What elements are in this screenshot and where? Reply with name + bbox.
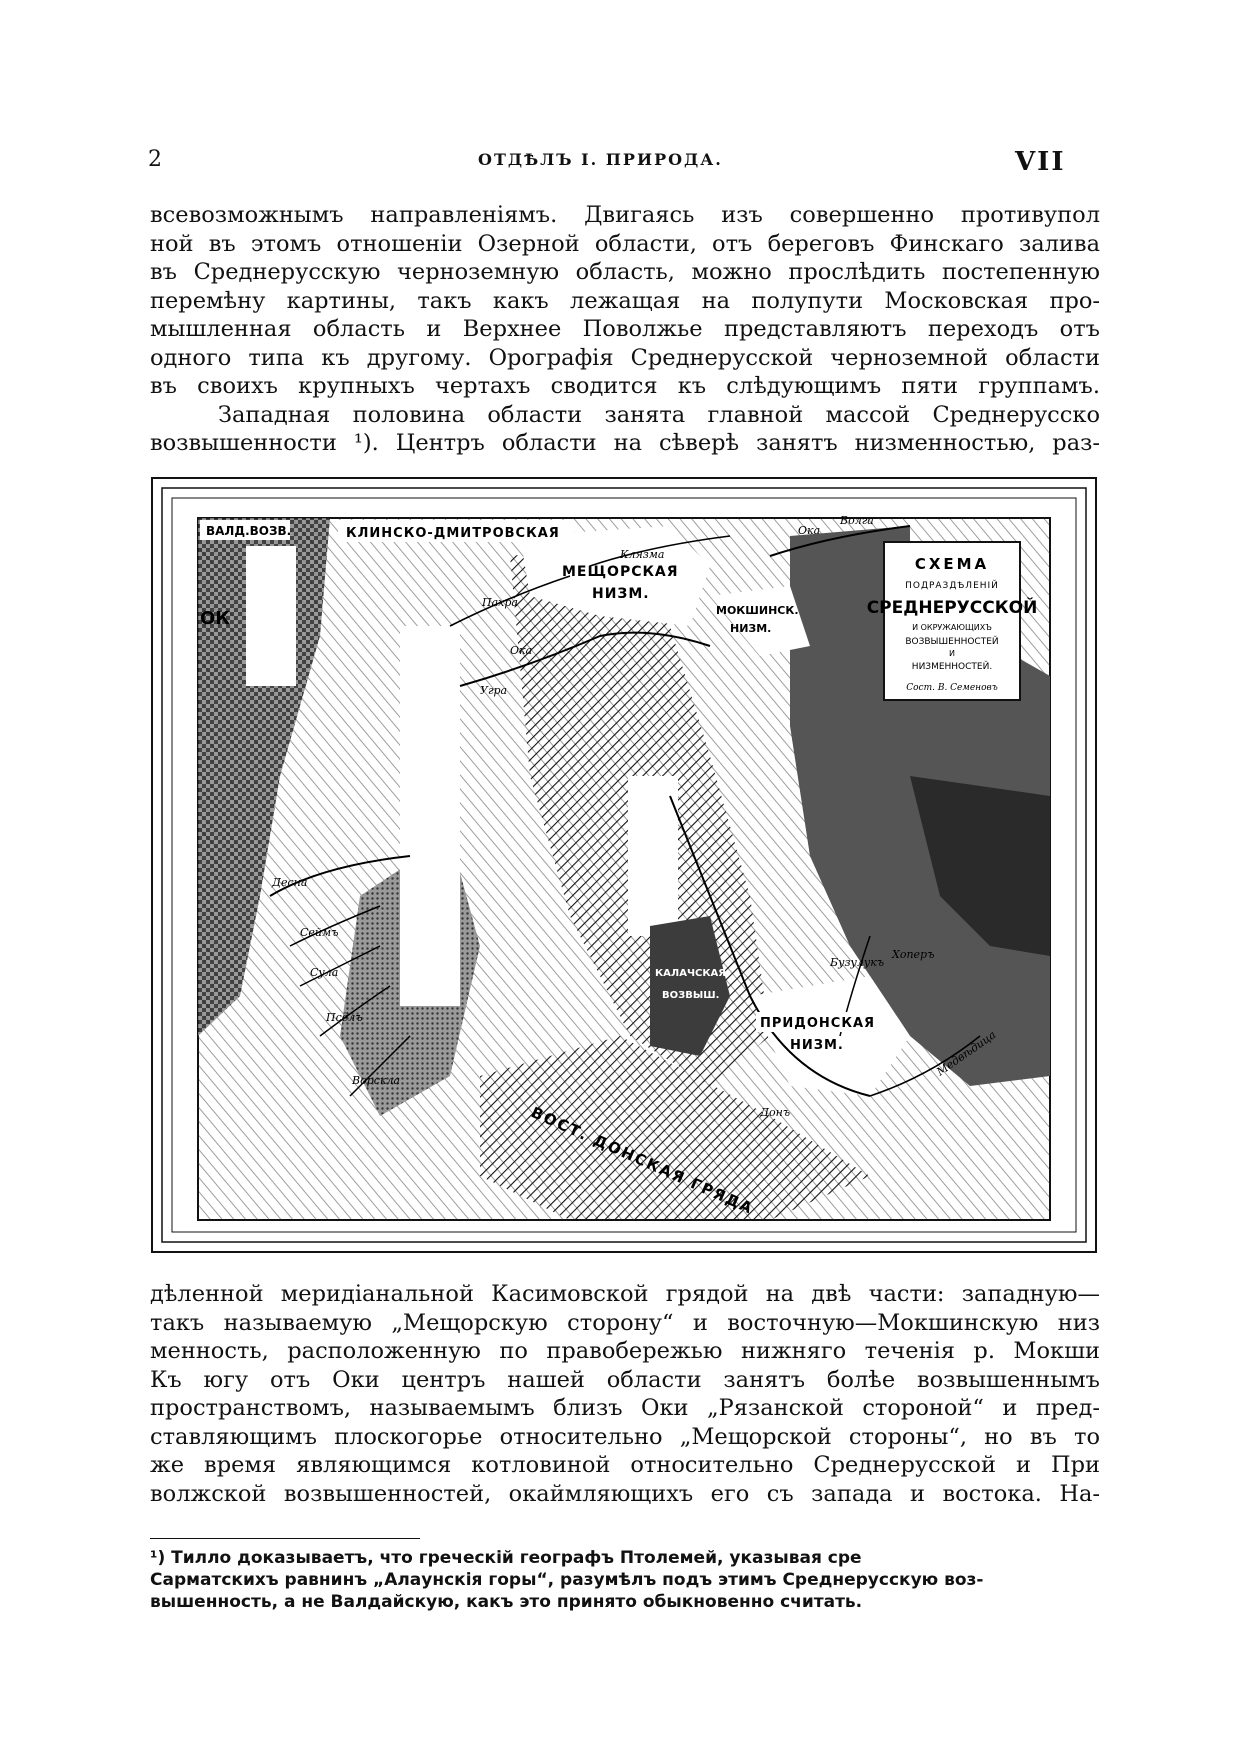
river-label-sula: Сула [310,966,339,979]
label-meshchera: МЕЩОРСКАЯ [562,564,679,580]
label-moksha: МОКШИНСК. [716,604,799,617]
map-blank-center [628,776,678,936]
footnote-line: ¹) Тилло доказываетъ, что греческій географъ Птолемей, указывая сре [150,1548,862,1568]
river-label-psel: Псёлъ [326,1011,363,1024]
text-line: въ своихъ крупныхъ чертахъ сводится къ слѣдующимъ пяти группамъ. [150,373,1100,399]
river-label-oka: Ока [510,644,533,657]
footnote-rule [150,1538,420,1539]
text-line: Западная половина области занята главной массой Среднерусско [218,401,1100,428]
map-figure [150,476,1100,1256]
label-moksha-2: НИЗМ. [730,622,772,635]
text-line: ставляющимъ плоскогорье относительно „Мещорской стороны“, но въ то [150,1423,1100,1450]
label-vost-donskaya: ВОСТ. ДОНСКАЯ ГРЯДА [528,1103,757,1218]
text-line: волжской возвышенностей, окаймляющихъ его съ запада и востока. На- [150,1480,1100,1507]
label-pridon: ПРИДОНСКАЯ [760,1016,876,1031]
running-title: ОТДѢЛЪ I. ПРИРОДА. [478,150,723,169]
river-label-klyazma: Клязма [620,548,665,561]
label-pridon-2: НИЗМ. [790,1038,844,1053]
body-text-bottom [150,1280,1100,1508]
river-label-oka-ne: Ока [798,524,821,537]
legend-author: Сост. В. Семеновъ [906,683,998,693]
legend-title-2: ПОДРАЗДѢЛЕНІЙ [905,581,999,591]
footnote-line: вышенность, а не Валдайскую, какъ это принято обыкновенно считать. [150,1592,863,1612]
page-number: 2 [148,147,162,172]
river-label-medveditsa: Медвѣдица [934,1028,999,1079]
text-line: всевозможнымъ направленіямъ. Двигаясь изъ совершенно противупол [150,202,1100,228]
label-kalach: КАЛАЧСКАЯ [655,968,726,979]
label-kalach-2: ВОЗВЫШ. [662,990,720,1001]
text-line: же время являющимся котловиной относительно Среднерусской и При [150,1452,1100,1478]
label-ok: ОК [200,608,231,629]
footnote-line: Сарматскихъ равнинъ „Алаунскія горы“, разумѣлъ подъ этимъ Среднерусскую воз- [150,1570,984,1590]
map-svg [150,476,1100,1256]
label-valdai: ВАЛД.ВОЗВ. [206,524,292,538]
map-blank-nw [246,546,296,686]
text-line: пространствомъ, называемымъ близъ Оки „Рязанской стороной“ и пред- [150,1395,1100,1421]
footnote [150,1547,1100,1613]
legend-title-6: И [949,649,955,658]
river-label-pakhra: Пахра [482,596,518,609]
text-line: менность, расположенную по правобережью нижняго теченія р. Мокши [150,1338,1100,1364]
text-line: такъ называемую „Мещорскую сторону“ и восточную—Мокшинскую низ [150,1309,1100,1336]
legend-title-1: СХЕМА [914,555,990,573]
volume-number: VII [1015,147,1066,177]
label-klin-dmitrov: КЛИНСКО-ДМИТРОВСКАЯ [346,526,560,541]
label-meshchera-2: НИЗМ. [592,586,650,602]
legend-title-5: ВОЗВЫШЕННОСТЕЙ [905,637,999,647]
text-line: перемѣну картины, такъ какъ лежащая на полупути Московская про- [150,287,1100,314]
river-label-volga: Волга [840,514,874,527]
river-label-khoper: Хоперъ [892,948,935,961]
text-line: Къ югу отъ Оки центръ нашей области занятъ болѣе возвышеннымъ [150,1366,1100,1393]
river-label-buzuluk: Бузулукъ [830,956,885,969]
river-label-don: Донъ [760,1106,791,1119]
text-line: возвышенности ¹). Центръ области на сѣверѣ занятъ низменностью, раз- [150,430,1100,456]
text-line: въ Среднерусскую черноземную область, можно прослѣдить постепенную [150,259,1100,285]
river-label-ugra: Угра [480,684,508,697]
text-line: мышленная область и Верхнее Поволжье представляютъ переходъ отъ [150,316,1100,342]
legend-title-3: СРЕДНЕРУССКОЙ [866,598,1038,618]
text-line: ной въ этомъ отношеніи Озерной области, отъ береговъ Финскаго залива [150,230,1100,257]
legend-title-4: И ОКРУЖАЮЩИХЪ [912,623,992,632]
text-line: дѣленной меридіанальной Касимовской грядой на двѣ части: западную— [150,1281,1100,1307]
river-label-desna: Десна [272,876,308,889]
river-label-seim: Сеймъ [300,926,339,939]
body-text-top [150,201,1100,458]
river-label-vorskla: Ворскла [352,1074,401,1087]
legend-title-7: НИЗМЕННОСТЕЙ. [911,662,993,672]
text-line: одного типа къ другому. Орографія Среднерусской черноземной области [150,344,1100,371]
map-blank-west [400,626,460,1006]
